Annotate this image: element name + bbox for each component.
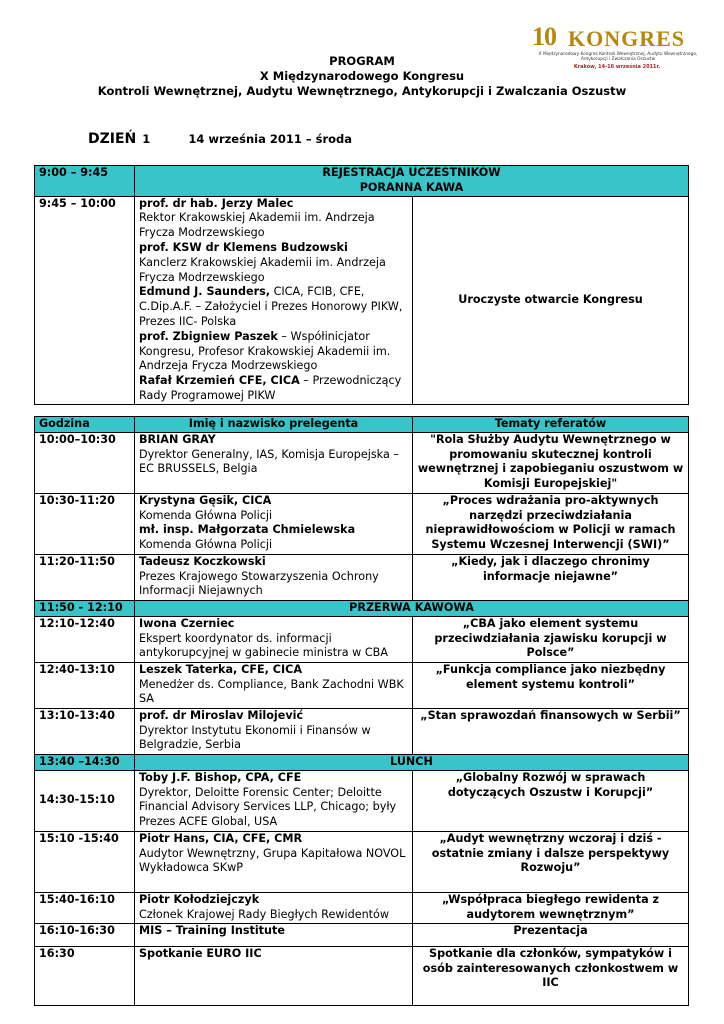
row-time: 15:10 -15:40 <box>35 831 135 892</box>
table-row <box>35 831 689 892</box>
row-speaker <box>135 432 413 493</box>
day-heading <box>88 131 352 147</box>
row-speaker <box>135 770 413 831</box>
day-label: DZIEŃ <box>88 131 137 147</box>
row-topic: „Stan sprawozdań finansowych w Serbii” <box>413 708 689 754</box>
row-time: 16:10-16:30 <box>35 923 135 946</box>
row-speaker <box>135 493 413 554</box>
row-speaker <box>135 708 413 754</box>
row-topic: Spotkanie dla członków, sympatyków i osób zainteresowanych członkostwem w IIC <box>413 946 689 1005</box>
table-row <box>35 493 689 554</box>
row-topic: „Funkcja compliance jako niezbędny element systemu kontroli” <box>413 662 689 708</box>
row-time: 12:10-12:40 <box>35 616 135 662</box>
logo-subtitle: X Międzynarodowy Kongres Kontroli Wewnętrznej, Audytu Wewnętrznego, Antykorupcji i Zwalczania Oszustw <box>538 52 698 62</box>
speaker-description: Komenda Główna Policji <box>139 508 273 522</box>
day-number: 1 <box>142 132 151 146</box>
speaker-description: Menedżer ds. Compliance, Bank Zachodni WBK SA <box>139 677 404 706</box>
row-time: 11:50 - 12:10 <box>35 600 135 616</box>
speaker-name: Edmund J. Saunders, <box>139 285 271 299</box>
table-row <box>35 432 689 493</box>
speaker-name: Rafał Krzemień CFE, CICA <box>139 374 300 388</box>
speaker-description: Ekspert koordynator ds. informacji antykorupcyjnej w gabinecie ministra w CBA <box>139 631 389 660</box>
registration-line-2: PORANNA KAWA <box>359 180 464 194</box>
opening-speaker <box>139 241 408 256</box>
opening-topic: Uroczyste otwarcie Kongresu <box>413 196 689 404</box>
row-time: 15:40-16:10 <box>35 892 135 923</box>
speaker-credentials: CICA, FCIB, CFE, C.Dip.A.F. – Założyciel i Prezes Honorowy PIKW, Prezes IIC- Polska <box>139 285 403 328</box>
row-topic: „CBA jako element systemu przeciwdziałania zjawisku korupcji w Polsce” <box>413 616 689 662</box>
header-time: Godzina <box>35 417 135 433</box>
program-header <box>0 54 724 99</box>
speaker-credentials: – Współinicjator Kongresu, Profesor Krakowskiej Akademii im. Andrzeja Frycza Modrzewskiego <box>139 329 391 373</box>
row-topic: „Kiedy, jak i dlaczego chronimy informacje niejawne” <box>413 554 689 600</box>
row-time: 10:00–10:30 <box>35 432 135 493</box>
speaker-description: Prezes Krajowego Stowarzyszenia Ochrony Informacji Niejawnych <box>139 569 379 598</box>
row-topic: „Proces wdrażania pro-aktywnych narzędzi przeciwdziałania nieprawidłowościom w Policji w ramach Systemu Wczesnej Interwencji (SWI)” <box>413 493 689 554</box>
opening-speaker <box>139 197 408 212</box>
opening-speakers <box>135 196 413 404</box>
speaker-name: Krystyna Gęsik, CICA <box>139 493 272 507</box>
header-line-1: PROGRAM <box>329 54 395 68</box>
speaker-description: Dyrektor Generalny, IAS, Komisja Europejska – EC BRUSSELS, Belgia <box>139 447 399 476</box>
logo-word: KONGRES <box>568 26 686 51</box>
row-speaker <box>135 662 413 708</box>
break-label: LUNCH <box>135 754 689 770</box>
row-time: 13:40 –14:30 <box>35 754 135 770</box>
opening-time: 9:45 – 10:00 <box>35 196 135 404</box>
row-time: 14:30-15:10 <box>35 770 135 831</box>
table-row <box>35 616 689 662</box>
break-label: PRZERWA KAWOWA <box>135 600 689 616</box>
break-row <box>35 754 689 770</box>
speaker-name: prof. dr hab. Jerzy Malec <box>139 196 294 210</box>
speaker-description: Komenda Główna Policji <box>139 538 273 552</box>
speaker-name: BRIAN GRAY <box>139 432 216 446</box>
speaker-name: Spotkanie EURO IIC <box>139 946 262 960</box>
row-time: 13:10-13:40 <box>35 708 135 754</box>
speaker-name: Piotr Kołodziejczyk <box>139 892 260 906</box>
row-time: 12:40-13:10 <box>35 662 135 708</box>
row-time: 16:30 <box>35 946 135 1005</box>
table-row <box>35 892 689 923</box>
logo-date: Kraków, 14-16 września 2011r. <box>573 64 661 70</box>
speaker-description: Dyrektor Instytutu Ekonomii i Finansów w Belgradzie, Serbia <box>139 723 371 752</box>
registration-row <box>35 166 689 197</box>
speaker-name: Toby J.F. Bishop, CPA, CFE <box>139 770 302 784</box>
speaker-name: prof. KSW dr Klemens Budzowski <box>139 240 348 254</box>
table-row <box>35 662 689 708</box>
table-row <box>35 770 689 831</box>
row-topic: „Audyt wewnętrzny wczoraj i dziś - ostatnie zmiany i dalsze perspektywy Rozwoju” <box>413 831 689 892</box>
opening-speaker <box>139 374 408 404</box>
speaker-description: Członek Krajowej Rady Biegłych Rewidentów <box>139 907 390 921</box>
header-speaker: Imię i nazwisko prelegenta <box>135 417 413 433</box>
opening-speaker <box>139 330 408 374</box>
header-topic: Tematy referatów <box>413 417 689 433</box>
speaker-description: Rektor Krakowskiej Akademii im. Andrzeja Frycza Modrzewskiego <box>139 211 375 240</box>
table-row <box>35 946 689 1005</box>
speaker-name: mł. insp. Małgorzata Chmielewska <box>139 523 356 537</box>
row-topic: Prezentacja <box>413 923 689 946</box>
speaker-name: prof. Zbigniew Paszek <box>139 329 278 343</box>
row-topic: "Rola Służby Audytu Wewnętrznego w promowaniu skutecznej kontroli wewnętrznej i zapobieganiu oszustwom w Komisji Europejskiej" <box>413 432 689 493</box>
speaker-name: prof. dr Miroslav Milojević <box>139 708 304 722</box>
table-row <box>35 708 689 754</box>
logo-mark: 10 <box>532 22 556 51</box>
row-speaker <box>135 946 413 1005</box>
table-row <box>35 923 689 946</box>
speaker-name: Leszek Taterka, CFE, CICA <box>139 662 303 676</box>
speaker-name: MIS – Training Institute <box>139 923 285 937</box>
row-speaker <box>135 923 413 946</box>
registration-time: 9:00 – 9:45 <box>35 166 135 197</box>
opening-table <box>34 165 689 405</box>
header-line-2: X Międzynarodowego Kongresu <box>259 69 465 83</box>
speaker-description: Audytor Wewnętrzny, Grupa Kapitałowa NOVOL Wykładowca SKwP <box>139 846 406 875</box>
table-row <box>35 554 689 600</box>
speaker-name: Tadeusz Koczkowski <box>139 554 266 568</box>
row-speaker <box>135 892 413 923</box>
row-speaker <box>135 831 413 892</box>
row-speaker <box>135 554 413 600</box>
schedule-table <box>34 416 689 1006</box>
row-time: 10:30-11:20 <box>35 493 135 554</box>
speaker-name: Iwona Czerniec <box>139 616 235 630</box>
row-topic: „Współpraca biegłego rewidenta z audytorem wewnętrznym” <box>413 892 689 923</box>
opening-row <box>35 196 689 404</box>
day-date: 14 września 2011 – środa <box>188 132 353 146</box>
registration-label <box>135 166 689 197</box>
speaker-description: Kanclerz Krakowskiej Akademii im. Andrzeja Frycza Modrzewskiego <box>139 255 386 284</box>
registration-line-1: REJESTRACJA UCZESTNIKÓW <box>322 166 501 179</box>
speaker-description: Dyrektor, Deloitte Forensic Center; Deloitte Financial Advisory Services LLP, Chicago; były Prezes ACFE Global, USA <box>139 785 397 829</box>
speaker-name: Piotr Hans, CIA, CFE, CMR <box>139 831 303 845</box>
speaker-credentials: – Przewodniczący Rady Programowej PIKW <box>139 374 402 402</box>
opening-speaker <box>139 285 408 329</box>
schedule-header-row <box>35 417 689 433</box>
row-topic: „Globalny Rozwój w sprawach dotyczących Oszustw i Korupcji” <box>413 770 689 831</box>
header-line-3: Kontroli Wewnętrznej, Audytu Wewnętrznego, Antykorupcji i Zwalczania Oszustw <box>97 84 627 98</box>
row-speaker <box>135 616 413 662</box>
row-time: 11:20-11:50 <box>35 554 135 600</box>
break-row <box>35 600 689 616</box>
